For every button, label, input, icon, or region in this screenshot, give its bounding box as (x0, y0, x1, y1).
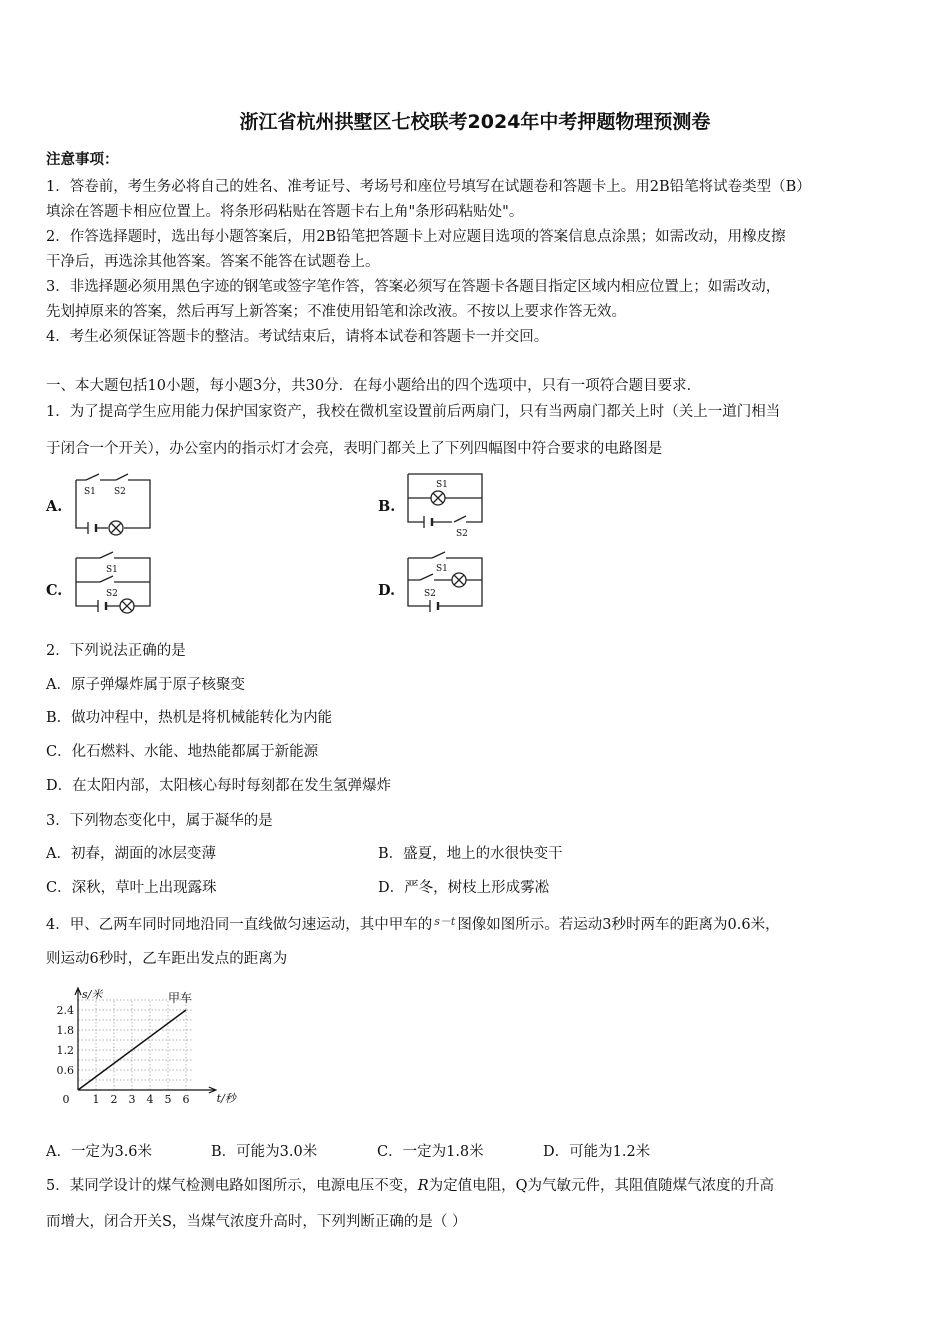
switch-s2-label: S2 (456, 529, 468, 539)
switch-s1 (100, 552, 113, 558)
x-tick-label: 4 (146, 1093, 154, 1106)
switch-s2-label: S2 (424, 589, 436, 599)
x-tick-label: 5 (164, 1093, 172, 1106)
switch-s2 (454, 516, 466, 522)
switch-s1-label: S1 (436, 564, 448, 574)
switch-s2 (100, 576, 113, 582)
option-c-label: C. (46, 582, 63, 599)
lamp-icon (120, 599, 134, 613)
question-5-stem: 而增大，闭合开关S，当煤气浓度升高时，下列判断正确的是（ ） (46, 1214, 467, 1230)
question-3-option: A．初春，湖面的冰层变薄 (46, 846, 216, 862)
question-1-stem: 1．为了提高学生应用能力保护国家资产，我校在微机室设置前后两扇门，只有当两扇门都关上时（关上一道门相当 (46, 404, 781, 420)
switch-s2 (116, 474, 128, 480)
option-d-label: D. (378, 582, 396, 599)
question-2-option: A．原子弹爆炸属于原子核聚变 (46, 677, 245, 693)
lamp-icon (109, 521, 123, 535)
switch-s1-label: S1 (106, 565, 118, 575)
y-tick-label: 1.2 (56, 1044, 74, 1057)
switch-s1-label: S1 (436, 480, 448, 490)
circuit-diagram-c (70, 550, 160, 620)
switch-s1-label: S1 (84, 487, 96, 497)
y-tick-label: 2.4 (56, 1004, 74, 1017)
question-4-option: A．一定为3.6米 (46, 1144, 153, 1160)
x-tick-label: 1 (92, 1093, 100, 1106)
circuit-diagram-b (402, 466, 492, 542)
notice-line: 填涂在答题卡相应位置上。将条形码粘贴在答题卡右上角"条形码粘贴处"。 (46, 204, 524, 220)
section-heading: 一、本大题包括10小题，每小题3分，共30分．在每小题给出的四个选项中，只有一项符合题目要求． (46, 378, 702, 394)
question-3-stem: 3．下列物态变化中，属于凝华的是 (46, 813, 273, 829)
question-4-stem: 4．甲、乙两车同时同地沿同一直线做匀速运动，其中甲车的 $^{s-t}$ 图像如图所示。若运动3秒时两车的距离为0.6米， (46, 915, 780, 933)
notice-line: 2．作答选择题时，选出每小题答案后，用2B铅笔把答题卡上对应题目选项的答案信息点涂黑；如需改动，用橡皮擦 (46, 229, 786, 245)
option-a-label: A. (46, 498, 63, 515)
st-symbol: s－t (434, 915, 456, 928)
question-4-option: B．可能为3.0米 (211, 1144, 318, 1160)
lamp-icon (431, 491, 445, 505)
notice-line: 先划掉原来的答案，然后再写上新答案；不准使用铅笔和涂改液。不按以上要求作答无效。 (46, 304, 626, 320)
switch-s2-label: S2 (114, 487, 126, 497)
question-4-option: D．可能为1.2米 (543, 1144, 651, 1160)
x-axis-label: t/秒 (216, 1092, 236, 1105)
question-3-option: C．深秋，草叶上出现露珠 (46, 880, 217, 896)
switch-s1 (86, 474, 99, 480)
st-graph (46, 982, 236, 1117)
question-1-stem: 于闭合一个开关），办公室内的指示灯才会亮，表明门都关上了下列四幅图中符合要求的电路图是 (46, 441, 663, 457)
question-2-stem: 2．下列说法正确的是 (46, 643, 186, 659)
x-tick-label: 6 (182, 1093, 190, 1106)
question-2-option: B．做功冲程中，热机是将机械能转化为内能 (46, 710, 333, 726)
switch-s1 (432, 552, 445, 558)
notice-line: 3．非选择题必须用黑色字迹的钢笔或签字笔作答，答案必须写在答题卡各题目指定区域内相应位置上；如需改动， (46, 279, 781, 295)
question-4-stem: 则运动6秒时，乙车距出发点的距离为 (46, 951, 288, 967)
y-tick-label: 1.8 (56, 1024, 74, 1037)
question-3-option: D．严冬，树枝上形成雾凇 (378, 880, 550, 896)
notice-line: 4．考生必须保证答题卡的整洁。考试结束后，请将本试卷和答题卡一并交回。 (46, 329, 549, 345)
question-2-option: C．化石燃料、水能、地热能都属于新能源 (46, 744, 319, 760)
option-b-label: B. (378, 498, 396, 515)
lamp-icon (452, 573, 466, 587)
y-axis-label: s/米 (82, 988, 103, 1001)
switch-s2-label: S2 (106, 589, 118, 599)
question-5-stem: 5．某同学设计的煤气检测电路如图所示，电源电压不变，R为定值电阻，Q为气敏元件，其阻值随煤气浓度的升高 (46, 1178, 775, 1194)
switch-s2 (420, 574, 433, 580)
circuit-diagram-d (402, 550, 492, 624)
x-tick-label: 3 (128, 1093, 136, 1106)
notice-line: 1．答卷前，考生务必将自己的姓名、准考证号、考场号和座位号填写在试题卷和答题卡上。用2B铅笔将试卷类型（B） (46, 179, 811, 195)
x-tick-label: 2 (110, 1093, 118, 1106)
question-4-option: C．一定为1.8米 (377, 1144, 484, 1160)
circuit-diagram-a (70, 470, 160, 540)
series-label: 甲车 (168, 991, 193, 1005)
origin-label: 0 (62, 1093, 70, 1106)
page-title: 浙江省杭州拱墅区七校联考2024年中考押题物理预测卷 (239, 111, 711, 133)
y-tick-label: 0.6 (56, 1064, 74, 1077)
question-3-option: B．盛夏，地上的水很快变干 (378, 846, 563, 862)
question-2-option: D．在太阳内部，太阳核心每时每刻都在发生氢弹爆炸 (46, 778, 392, 794)
notice-heading: 注意事项： (46, 151, 119, 168)
notice-line: 干净后，再选涂其他答案。答案不能答在试题卷上。 (46, 254, 380, 270)
